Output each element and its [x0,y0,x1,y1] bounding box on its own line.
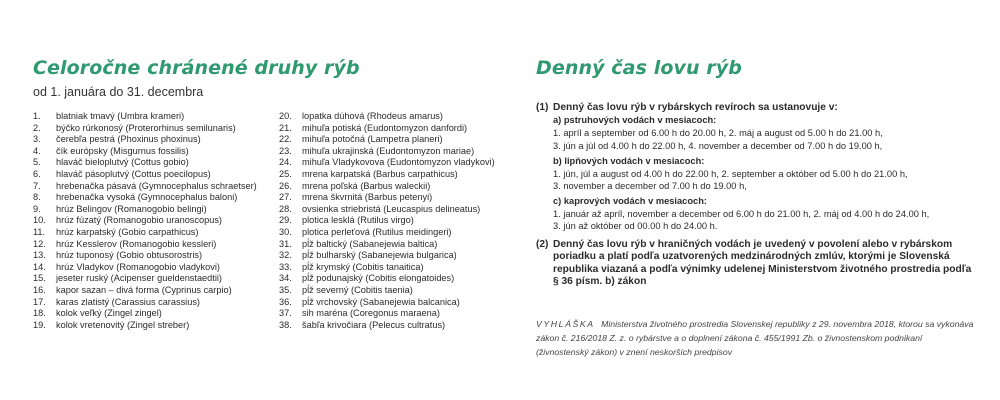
species-number: 11. [33,226,46,237]
species-item [33,239,257,251]
species-number: 17. [33,296,46,307]
species-name: kapor sazan – divá forma (Cyprinus carpio) [56,284,232,295]
species-number: 37. [279,308,292,319]
rule-1-number: (1) [536,102,549,113]
grayling-waters-hours-line: 3. november a december od 7.00 h do 19.00 h, [553,181,747,192]
species-number: 24. [279,157,292,168]
species-item [33,250,257,262]
species-number: 33. [279,261,292,272]
species-name: kolok vretenovitý (Zingel streber) [56,319,190,330]
species-item [279,285,495,297]
species-name: kolok veľký (Zingel zingel) [56,308,162,319]
species-item [33,215,257,227]
fishing-hours-rules [536,102,976,289]
rule-2 [536,239,976,289]
species-number: 29. [279,215,292,226]
species-number: 19. [33,319,46,330]
species-item [279,250,495,262]
carp-waters-hours-line: 1. január až apríl, november a december od 6.00 h do 21.00 h, 2. máj od 4.00 h do 24.00 h, [553,208,930,219]
species-list-column-1 [33,111,257,331]
species-number: 26. [279,180,292,191]
species-name: pĺž vrchovský (Sabanejewia balcanica) [302,296,460,307]
species-number: 25. [279,168,292,179]
species-name: mihuľa ukrajinská (Eudontomyzon mariae) [302,145,475,156]
species-name: ovsienka striebristá (Leucaspius delineatus) [302,203,481,214]
species-item [279,273,495,285]
species-name: mihuľa Vladykovova (Eudontomyzon vladykovi) [302,157,495,168]
species-item [33,169,257,181]
species-name: plotica lesklá (Rutilus virgo) [302,215,414,226]
species-number: 6. [33,168,41,179]
species-item [33,204,257,216]
species-name: hrúz fúzatý (Romanogobio uranoscopus) [56,215,222,226]
species-item [279,308,495,320]
species-name: pĺž krymský (Cobitis tanaitica) [302,261,424,272]
species-item [33,157,257,169]
species-item [279,227,495,239]
species-name: hrúz Belingov (Romanogobio belingi) [56,203,207,214]
species-name: karas zlatistý (Carassius carassius) [56,296,200,307]
species-item [33,273,257,285]
species-number: 34. [279,273,292,284]
species-item [279,320,495,332]
species-item [279,262,495,274]
species-name: hrúz tuponosý (Gobio obtusorostris) [56,250,203,261]
species-name: čerebľa pestrá (Phoxinus phoxinus) [56,134,201,145]
species-name: čík európsky (Misgurnus fossilis) [56,145,189,156]
species-name: hrúz Vladykov (Romanogobio vladykovi) [56,261,220,272]
species-number: 32. [279,250,292,261]
species-number: 30. [279,226,292,237]
species-number: 35. [279,284,292,295]
species-name: hrebenačka pásavá (Gymnocephalus schraetser) [56,180,257,191]
species-name: mihuľa potiská (Eudontomyzon danfordi) [302,122,468,133]
species-item [33,297,257,309]
species-item [33,146,257,158]
species-name: mrena škvrnitá (Barbus petenyi) [302,192,433,203]
legal-reference-label: VYHLÁŠKA [536,319,595,329]
species-name: mrena karpatská (Barbus carpathicus) [302,168,458,179]
species-number: 20. [279,111,292,121]
species-number: 10. [33,215,46,226]
species-name: pĺž bulharský (Sabanejewia bulgarica) [302,250,457,261]
grayling-waters-label: b) lipňových vodách v mesiacoch: [553,155,705,166]
species-name: pĺž severný (Cobitis taenia) [302,284,413,295]
species-name: pĺž baltický (Sabanejewia baltica) [302,238,438,249]
trout-waters-hours-line: 3. jún a júl od 4.00 h do 22.00 h, 4. november a december od 7.00 h do 19.00 h, [553,141,883,151]
species-name: pĺž podunajský (Cobitis elongatoides) [302,273,455,284]
species-name: hrúz karpatský (Gobio carpathicus) [56,226,199,237]
species-number: 4. [33,145,41,156]
species-item [279,123,495,135]
rule-1 [536,102,976,114]
carp-waters-hours-line: 3. jún až október od 00.00 h do 24.00 h. [553,221,718,232]
species-item [33,134,257,146]
species-list-column-2 [279,111,495,331]
rule-2-text: Denný čas lovu rýb v hraničných vodách je uvedený v povolení alebo v rybárskom poriadku a platí podľa uzatvorených medzinárodných zmlúv, ktorými je Slovenská republika viazaná a podľa výnimky udelenej Ministerstvom životného prostredia podľa § 36 písm. b) zákon [553,238,972,288]
species-number: 15. [33,273,46,284]
species-name: hlaváč pásoplutvý (Cottus poecilopus) [56,168,211,179]
species-item [279,111,495,123]
trout-waters-label: a) pstruhových vodách v mesiacoch: [553,115,717,126]
species-name: sih maréna (Coregonus maraena) [302,308,440,319]
species-number: 18. [33,308,46,319]
species-number: 22. [279,134,292,145]
species-number: 7. [33,180,41,191]
species-number: 23. [279,145,292,156]
species-item [279,215,495,227]
species-item [33,308,257,320]
grayling-waters-hours-line: 1. jún, júl a august od 4.00 h do 22.00 h, 2. september a október od 5.00 h do 21.00 h, [553,168,908,179]
species-number: 14. [33,261,46,272]
species-item [33,123,257,135]
rule-1-text: Denný čas lovu rýb v rybárskych revíroch sa ustanovuje v: [553,102,838,113]
species-name: mihuľa potočná (Lampetra planeri) [302,134,443,145]
species-item [279,134,495,146]
species-item [279,192,495,204]
protection-period: od 1. januára do 31. decembra [33,85,204,99]
species-number: 1. [33,111,41,121]
species-number: 9. [33,203,41,214]
species-item [33,262,257,274]
species-number: 2. [33,122,41,133]
species-name: býčko rúrkonosý (Proterorhinus semilunaris) [56,122,236,133]
species-item [279,157,495,169]
species-item [33,181,257,193]
species-item [279,169,495,181]
species-item [279,146,495,158]
species-name: blatniak tmavý (Umbra krameri) [56,111,185,121]
species-number: 8. [33,192,41,203]
species-number: 36. [279,296,292,307]
protected-species-title: Celoročne chránené druhy rýb [33,57,360,79]
species-name: lopatka dúhová (Rhodeus amarus) [302,111,443,121]
species-number: 12. [33,238,46,249]
species-name: hrúz Kesslerov (Romanogobio kessleri) [56,238,217,249]
species-number: 31. [279,238,292,249]
species-item [279,239,495,251]
species-item [279,204,495,216]
species-name: mrena poľská (Barbus waleckii) [302,180,431,191]
species-number: 27. [279,192,292,203]
species-item [33,227,257,239]
legal-reference-text: Ministerstva životného prostredia Slovenskej republiky z 29. novembra 2018, ktorou sa vykonáva zákon č. 216/2018 Z. z. o rybárstve a o doplnení zákona č. 455/1991 Zb. o živnostenskom podnikaní (živnostenský zákon) v znení neskorších predpisov [536,319,974,357]
legal-reference [536,317,976,359]
species-name: šabľa krivočiara (Pelecus cultratus) [302,319,446,330]
species-number: 16. [33,284,46,295]
species-number: 38. [279,319,292,330]
species-name: jeseter ruský (Acipenser gueldenstaedtii) [56,273,222,284]
species-number: 21. [279,122,292,133]
species-item [33,320,257,332]
species-number: 28. [279,203,292,214]
species-name: hlaváč bieloplutvý (Cottus gobio) [56,157,189,168]
species-item [33,192,257,204]
species-number: 13. [33,250,46,261]
trout-waters-hours-line: 1. apríl a september od 6.00 h do 20.00 h, 2. máj a august od 5.00 h do 21.00 h, [553,128,883,139]
fishing-hours-title: Denný čas lovu rýb [536,57,742,79]
species-number: 3. [33,134,41,145]
species-item [33,111,257,123]
species-item [279,181,495,193]
rule-2-number: (2) [536,238,549,250]
species-number: 5. [33,157,41,168]
species-name: plotica perleťová (Rutilus meidingeri) [302,226,452,237]
carp-waters-label: c) kaprových vodách v mesiacoch: [553,195,707,206]
species-name: hrebenačka vysoká (Gymnocephalus baloni) [56,192,238,203]
species-item [33,285,257,297]
species-item [279,297,495,309]
